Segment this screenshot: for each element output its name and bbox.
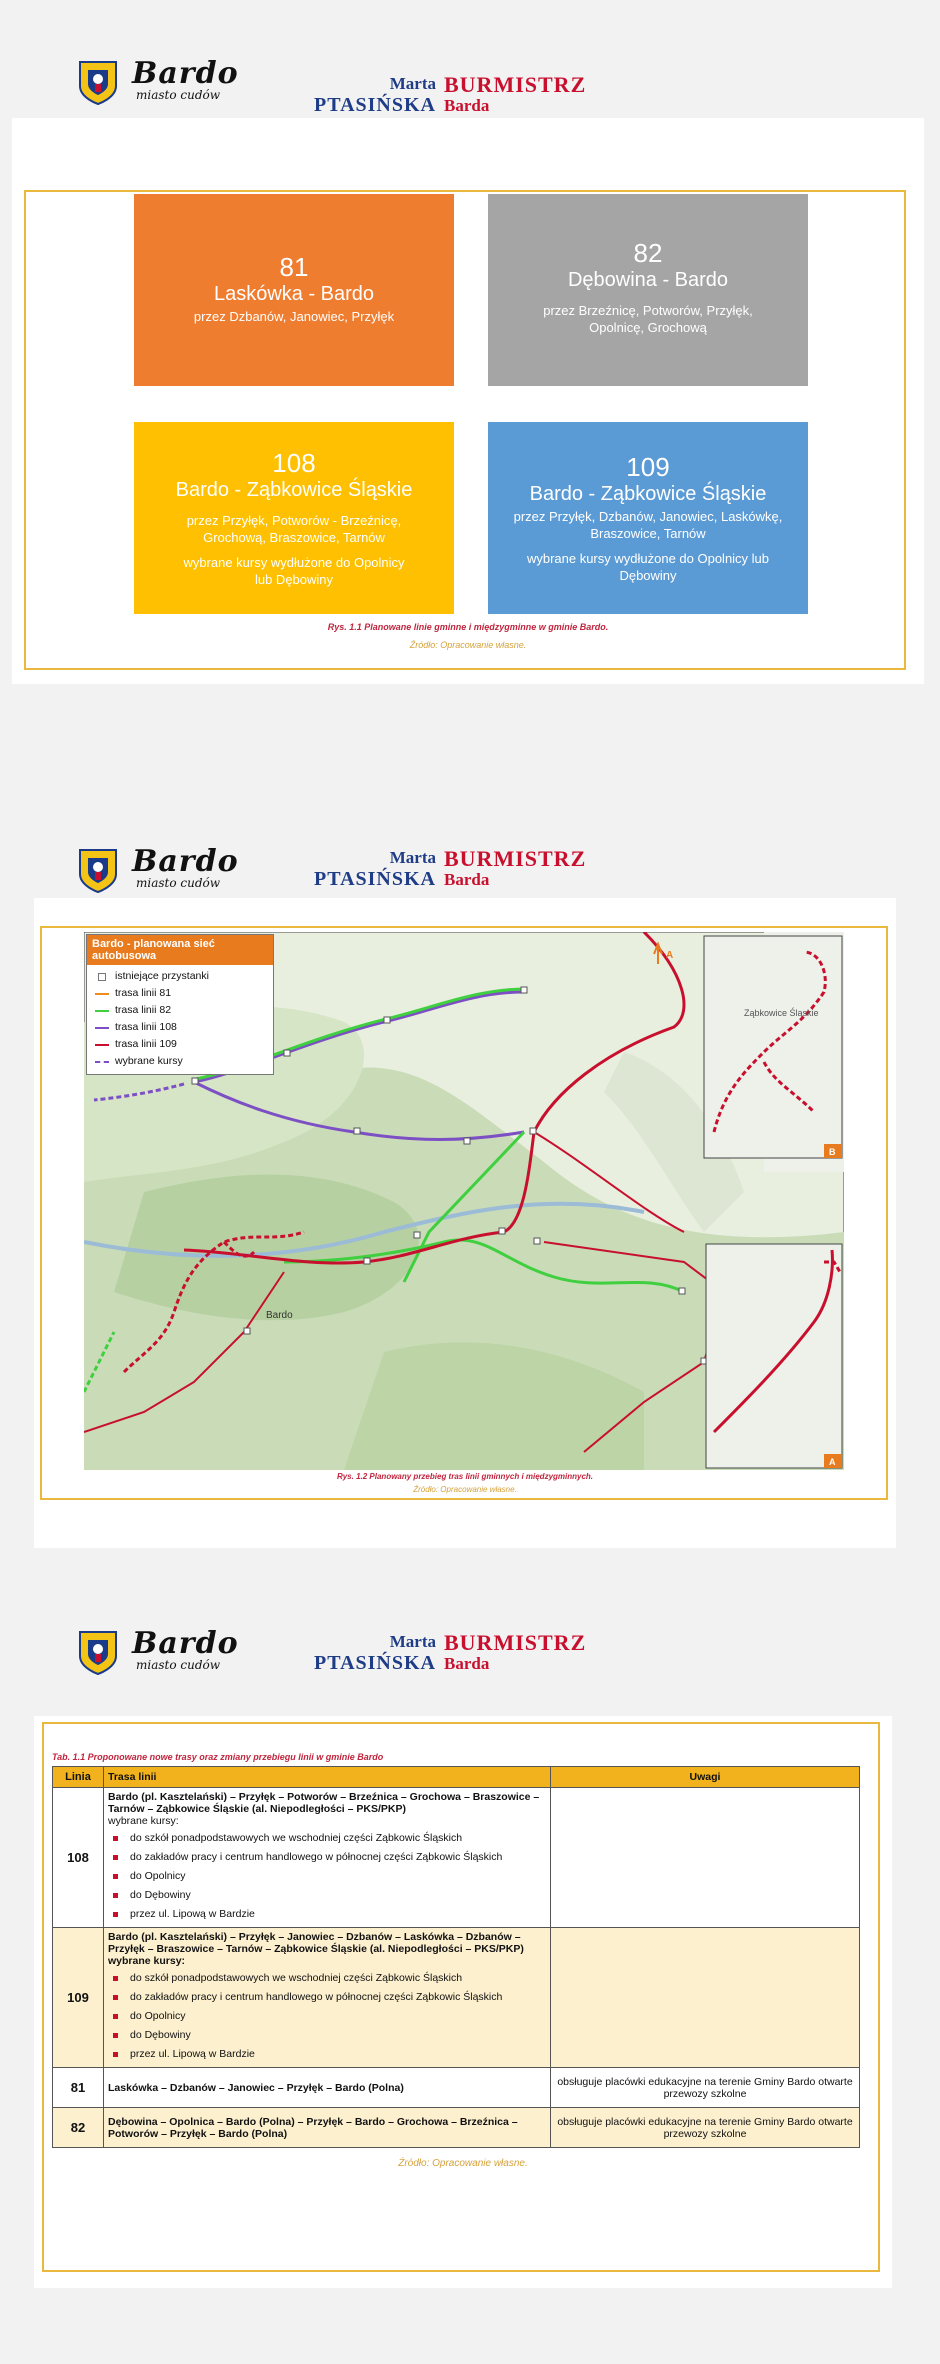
legend-label: trasa linii 81 bbox=[115, 987, 172, 999]
header-linia: Linia bbox=[53, 1767, 104, 1788]
legend-label: trasa linii 109 bbox=[115, 1038, 177, 1050]
logo-wordmark: Bardo bbox=[132, 56, 239, 91]
list-item: do Opolnicy bbox=[108, 1867, 546, 1886]
tile-via: przez Brzeźnicę, Potworów, Przyłęk, Opolnicę, Grochową bbox=[543, 303, 753, 335]
line-tile-108 bbox=[134, 422, 454, 614]
route-cell bbox=[104, 1928, 551, 2068]
legend-label: istniejące przystanki bbox=[115, 970, 209, 982]
inset-town-label: Ząbkowice Śląskie bbox=[744, 1008, 819, 1018]
table-row bbox=[53, 2068, 860, 2108]
map-legend bbox=[86, 934, 274, 1075]
north-arrow-label: A bbox=[666, 950, 674, 961]
tile-number: 108 bbox=[272, 448, 316, 478]
stop-icon bbox=[98, 973, 106, 981]
list-item: przez ul. Lipową w Bardzie bbox=[108, 1905, 546, 1924]
table-title: Tab. 1.1 Proponowane nowe trasy oraz zmiany przebiegu linii w gminie Bardo bbox=[52, 1752, 384, 1762]
legend-item-109 bbox=[87, 1036, 273, 1053]
mayor-last-name: PTASIŃSKA bbox=[314, 94, 436, 116]
legend-item-stops bbox=[87, 968, 273, 985]
inset-map-a bbox=[706, 1244, 842, 1468]
logo-tagline: miasto cudów bbox=[136, 88, 221, 102]
dashed-swatch bbox=[95, 1061, 109, 1063]
tile-via: przez Przyłęk, Potworów - Brzeźnicę, Grochową, Braszowice, Tarnów bbox=[186, 513, 402, 545]
page3-header bbox=[0, 1610, 940, 1690]
tile-route-name: Bardo - Ząbkowice Śląskie bbox=[529, 483, 767, 505]
tile-number: 81 bbox=[279, 252, 309, 282]
line-swatch bbox=[95, 1010, 109, 1012]
courses-list bbox=[108, 1829, 546, 1924]
bardo-logo bbox=[78, 58, 248, 116]
figure-caption: Rys. 1.2 Planowany przebieg tras linii gminnych i międzygminnych. bbox=[336, 1472, 594, 1481]
line-number: 108 bbox=[53, 1788, 104, 1928]
mayor-first-name: Marta bbox=[389, 848, 436, 867]
legend-item-selected bbox=[87, 1053, 273, 1070]
list-item: do szkół ponadpodstawowych we wschodniej części Ząbkowic Śląskich bbox=[108, 1969, 546, 1988]
list-item: do szkół ponadpodstawowych we wschodniej części Ząbkowic Śląskich bbox=[108, 1829, 546, 1848]
tile-number: 109 bbox=[626, 452, 670, 482]
route-cell bbox=[104, 1788, 551, 1928]
table-source: Źródło: Opracowanie własne. bbox=[398, 2158, 528, 2169]
mayor-town: Barda bbox=[444, 96, 490, 115]
note-cell bbox=[551, 1928, 860, 2068]
header-uwagi: Uwagi bbox=[551, 1767, 860, 1788]
legend-item-81 bbox=[87, 985, 273, 1002]
route-cell bbox=[104, 2068, 551, 2108]
logo-wordmark: Bardo bbox=[132, 844, 239, 879]
route-text: Laskówka – Dzbanów – Janowiec – Przyłęk – Bardo (Polna) bbox=[108, 2081, 404, 2094]
logo-wordmark: Bardo bbox=[132, 1626, 239, 1661]
coat-of-arms-icon bbox=[78, 848, 118, 894]
mayor-first-name: Marta bbox=[389, 1632, 436, 1651]
mayor-town: Barda bbox=[444, 870, 490, 889]
line-tile-109 bbox=[488, 422, 808, 614]
figure-source: Źródło: Opracowanie własne. bbox=[413, 1485, 517, 1494]
route-text: Bardo (pl. Kasztelański) – Przyłęk – Janowiec – Dzbanów – Laskówka – Dzbanów – Przyłęk – Braszowice – Tarnów – Ząbkowice Śląskie (al. Niepodległości – PKS/PKP) bbox=[108, 1931, 524, 1955]
logo-tagline: miasto cudów bbox=[136, 1658, 221, 1672]
line-swatch bbox=[95, 1027, 109, 1029]
line-number: 81 bbox=[53, 2068, 104, 2108]
mayor-first-name: Marta bbox=[389, 74, 436, 93]
legend-label: trasa linii 108 bbox=[115, 1021, 177, 1033]
logo-tagline: miasto cudów bbox=[136, 876, 221, 890]
legend-item-108 bbox=[87, 1019, 273, 1036]
table-row bbox=[53, 1788, 860, 1928]
courses-label: wybrane kursy: bbox=[108, 1815, 179, 1827]
courses-label: wybrane kursy: bbox=[108, 1955, 186, 1967]
legend-item-82 bbox=[87, 1002, 273, 1019]
line-number: 82 bbox=[53, 2108, 104, 2148]
list-item: do zakładów pracy i centrum handlowego w północnej części Ząbkowic Śląskich bbox=[108, 1988, 546, 2007]
tile-note: wybrane kursy wydłużone do Opolnicy lub Dębowiny bbox=[183, 555, 405, 587]
legend-label: wybrane kursy bbox=[115, 1055, 183, 1067]
legend-label: trasa linii 82 bbox=[115, 1004, 172, 1016]
coat-of-arms-icon bbox=[78, 60, 118, 106]
mayor-last-name: PTASIŃSKA bbox=[314, 1652, 436, 1674]
line-swatch bbox=[95, 1044, 109, 1046]
bardo-logo bbox=[78, 846, 248, 904]
inset-map-b bbox=[704, 936, 842, 1158]
mayor-title: BURMISTRZ bbox=[444, 1630, 587, 1655]
inset-b-tag: B bbox=[829, 1147, 836, 1157]
mayor-town: Barda bbox=[444, 1654, 490, 1673]
table-row bbox=[53, 1928, 860, 2068]
tile-note: wybrane kursy wydłużone do Opolnicy lub Dębowiny bbox=[526, 551, 770, 583]
line-swatch bbox=[95, 993, 109, 995]
table-header-row bbox=[53, 1767, 860, 1788]
route-cell bbox=[104, 2108, 551, 2148]
mayor-title: BURMISTRZ bbox=[444, 72, 587, 97]
route-text: Dębowina – Opolnica – Bardo (Polna) – Przyłęk – Bardo – Grochowa – Brzeźnica – Potworów – Przyłęk – Bardo (Polna) bbox=[108, 2115, 518, 2140]
figure-source: Źródło: Opracowanie własne. bbox=[409, 640, 527, 650]
line-tile-81 bbox=[134, 194, 454, 386]
bardo-logo bbox=[78, 1628, 248, 1686]
tile-route-name: Bardo - Ząbkowice Śląskie bbox=[175, 479, 413, 501]
list-item: do Dębowiny bbox=[108, 1886, 546, 1905]
list-item: do Opolnicy bbox=[108, 2007, 546, 2026]
list-item: przez ul. Lipową w Bardzie bbox=[108, 2045, 546, 2064]
map-town-label: Bardo bbox=[266, 1310, 293, 1321]
page2-sheet bbox=[34, 898, 896, 1548]
mayor-last-name: PTASIŃSKA bbox=[314, 868, 436, 890]
coat-of-arms-icon bbox=[78, 1630, 118, 1676]
mayor-title: BURMISTRZ bbox=[444, 846, 587, 871]
list-item: do Dębowiny bbox=[108, 2026, 546, 2045]
header-trasa: Trasa linii bbox=[104, 1767, 551, 1788]
tile-via: przez Przyłęk, Dzbanów, Janowiec, Laskówkę, Braszowice, Tarnów bbox=[513, 509, 783, 541]
line-number: 109 bbox=[53, 1928, 104, 2068]
legend-title: Bardo - planowana sieć autobusowa bbox=[87, 935, 273, 965]
courses-list bbox=[108, 1969, 546, 2064]
page1-sheet bbox=[12, 118, 924, 684]
line-tile-82 bbox=[488, 194, 808, 386]
note-cell bbox=[551, 1788, 860, 1928]
tile-route-name: Dębowina - Bardo bbox=[567, 269, 729, 291]
tile-route-name: Laskówka - Bardo bbox=[213, 283, 375, 305]
table-row bbox=[53, 2108, 860, 2148]
tile-via: przez Dzbanów, Janowiec, Przyłęk bbox=[193, 309, 395, 324]
page3-sheet bbox=[34, 1716, 892, 2288]
route-text: Bardo (pl. Kasztelański) – Przyłęk – Potworów – Brzeźnica – Grochowa – Braszowice – Tarnów – Ząbkowice Śląskie (al. Niepodległości – PKS/PKP) bbox=[108, 1791, 540, 1815]
note-cell: obsługuje placówki edukacyjne na terenie Gminy Bardo otwarte przewozy szkolne bbox=[551, 2108, 860, 2148]
page1-header bbox=[0, 40, 940, 120]
tile-number: 82 bbox=[633, 238, 663, 268]
note-cell: obsługuje placówki edukacyjne na terenie Gminy Bardo otwarte przewozy szkolne bbox=[551, 2068, 860, 2108]
routes-table bbox=[52, 1766, 860, 2148]
inset-a-tag: A bbox=[829, 1457, 836, 1467]
figure-caption: Rys. 1.1 Planowane linie gminne i międzygminne w gminie Bardo. bbox=[327, 622, 609, 632]
list-item: do zakładów pracy i centrum handlowego w północnej części Ząbkowic Śląskich bbox=[108, 1848, 546, 1867]
